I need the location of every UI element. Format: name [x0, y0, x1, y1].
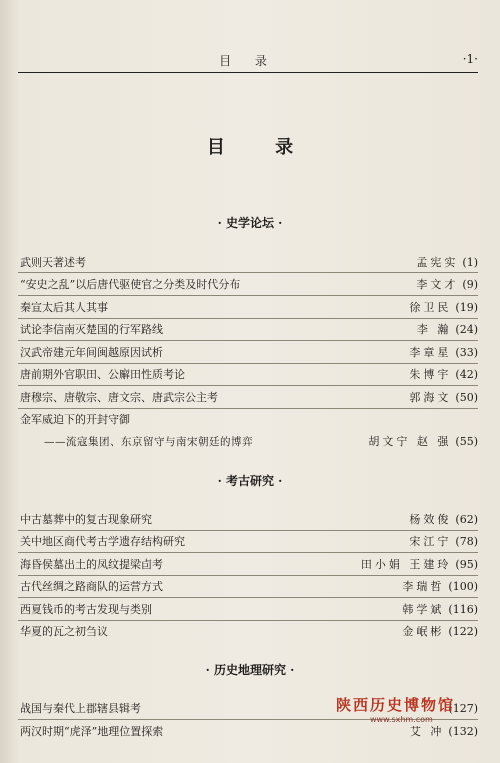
entry-page: (95) [455, 558, 478, 571]
entry-page: (1) [462, 256, 478, 269]
entry-title: 唐前期外官职田、公廨田性质考论 [20, 368, 185, 381]
entry-author: 杨效俊 [409, 513, 452, 526]
running-header [18, 52, 478, 72]
entry-page: (122) [448, 625, 478, 638]
entry-divider [18, 385, 478, 386]
entry-divider [18, 552, 478, 553]
entry-author: 田小娟 王建玲 [360, 558, 452, 571]
header-title: 目 录 [219, 54, 277, 68]
entry-author: 金岷彬 [402, 625, 445, 638]
toc-entry[interactable] [20, 623, 478, 641]
toc-entry[interactable] [20, 601, 478, 619]
toc-entry[interactable] [20, 533, 478, 551]
entry-author: 孟宪实 [416, 256, 459, 269]
entry-title: 中古墓葬中的复古现象研究 [20, 513, 152, 526]
entry-title: 试论李信南灭楚国的行军路线 [20, 323, 163, 336]
entry-author: 徐卫民 [409, 301, 452, 314]
header-page-number: ·1· [462, 52, 478, 66]
entry-title: 华夏的瓦之初刍议 [20, 625, 108, 638]
watermark-text: 陕西历史博物馆 [336, 696, 456, 714]
entry-page: (62) [455, 513, 478, 526]
toc-entry[interactable] [20, 344, 478, 362]
entry-author: 朱博宇 [409, 368, 452, 381]
entry-title: 秦宣太后其人其事 [20, 301, 108, 314]
entry-author: 艾 冲 [409, 725, 445, 738]
toc-entry[interactable] [20, 556, 478, 574]
entry-page: (50) [455, 391, 478, 404]
entry-author: 李 瀚 [416, 323, 452, 336]
entry-divider [18, 295, 478, 296]
entry-divider [18, 318, 478, 319]
page-title: 目 录 [206, 137, 316, 158]
entry-title: 古代丝绸之路商队的运营方式 [20, 580, 163, 593]
entry-title: 武则天著述考 [20, 256, 86, 269]
entry-page: (9) [462, 278, 478, 291]
toc-entry[interactable] [20, 511, 478, 529]
watermark-url: www.sxhm.com [370, 715, 433, 724]
entry-page: (33) [455, 346, 478, 359]
entry-divider [18, 530, 478, 531]
entry-divider [18, 620, 478, 621]
entry-author: 胡文宁 赵 强 [368, 435, 452, 448]
entry-title: 两汉时期“虎泽”地理位置探索 [20, 725, 164, 738]
toc-entry[interactable] [20, 411, 478, 429]
toc-entry[interactable] [20, 321, 478, 339]
toc-entry[interactable] [20, 254, 478, 272]
entry-page: (42) [455, 368, 478, 381]
section-heading-history-forum: · 史学论坛 · [217, 216, 283, 230]
entry-title: 战国与秦代上郡辖县辑考 [20, 702, 141, 715]
entry-title: 金军威迫下的开封守御 [20, 413, 130, 426]
entry-page: (78) [455, 535, 478, 548]
entry-subtitle: ——流寇集团、东京留守与南宋朝廷的博弈 [44, 436, 253, 448]
entry-page: (55) [455, 435, 478, 448]
toc-entry[interactable] [20, 276, 478, 294]
header-rule [18, 72, 478, 73]
entry-page: (116) [448, 603, 478, 616]
entry-title: 唐穆宗、唐敬宗、唐文宗、唐武宗公主考 [20, 391, 218, 404]
section-heading-archaeology: · 考古研究 · [217, 474, 283, 488]
toc-entry[interactable] [20, 366, 478, 384]
toc-entry[interactable] [20, 299, 478, 317]
entry-author: 宋江宁 [409, 535, 452, 548]
entry-title: 西夏钱币的考古发现与类别 [20, 603, 152, 616]
entry-divider [18, 340, 478, 341]
entry-divider [18, 597, 478, 598]
entry-author: 李章星 [409, 346, 452, 359]
entry-page: (127) [448, 702, 478, 715]
toc-entry-subtitle[interactable] [20, 433, 478, 451]
entry-divider [18, 408, 478, 409]
entry-title: “安史之乱”以后唐代驱使官之分类及时代分布 [20, 278, 241, 291]
section-heading-historical-geography: · 历史地理研究 · [205, 663, 295, 677]
entry-author: 李文才 [416, 278, 459, 291]
entry-author: 李瑞哲 [402, 580, 445, 593]
entry-divider [18, 575, 478, 576]
entry-title: 汉武帝建元年间闽越原因试析 [20, 346, 163, 359]
toc-entry[interactable] [20, 578, 478, 596]
toc-entry[interactable] [20, 389, 478, 407]
entry-divider [18, 272, 478, 273]
entry-author: 郭海文 [409, 391, 452, 404]
entry-page: (100) [448, 580, 478, 593]
entry-title: 海昏侯墓出土的凤纹提梁卣考 [20, 558, 163, 571]
entry-page: (132) [448, 725, 478, 738]
entry-title: 关中地区商代考古学遗存结构研究 [20, 535, 185, 548]
entry-divider [18, 363, 478, 364]
entry-author: 韩学斌 [402, 603, 445, 616]
entry-page: (19) [455, 301, 478, 314]
entry-page: (24) [455, 323, 478, 336]
museum-watermark-logo [336, 694, 484, 728]
